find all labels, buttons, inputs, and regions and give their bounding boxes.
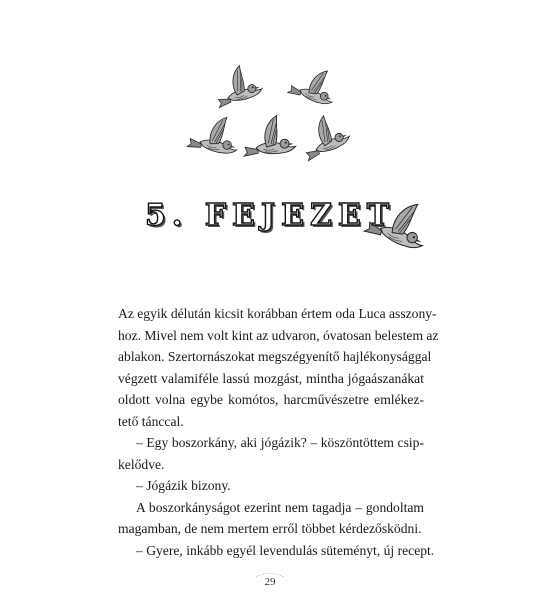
text-line: Az egyik délután kicsit korábban értem oda Luca asszony- <box>118 306 437 321</box>
bird-3-icon <box>187 111 242 155</box>
text-line: ablakon. Szertornászokat megszégyenítő hajlékonysággal <box>118 349 432 364</box>
text-line: tető tánccal. <box>118 413 184 429</box>
bird-5-icon <box>294 109 352 161</box>
bird-1-icon <box>209 61 264 107</box>
text-line: – Egy boszorkány, aki jógázik? – köszöntöttem csip- <box>136 435 424 450</box>
text-line: végzett valamiféle lassú mozgást, mintha jógaászanákat <box>118 370 424 386</box>
chapter-title: 5. FEJEZET <box>144 198 396 233</box>
paragraph-3 <box>118 475 424 497</box>
text-line: – Jógázik bizony. <box>136 478 231 493</box>
bird-2-icon <box>288 61 341 106</box>
paragraph-5 <box>118 540 435 562</box>
text-line: magamban, de nem mertem erről többet kérdezősködni. <box>118 521 422 536</box>
paragraph-4 <box>118 497 424 540</box>
text-line: oldott volna egybe komótos, harcművészetre emlékez- <box>118 392 424 407</box>
text-line: kelődve. <box>118 456 165 472</box>
text-line: – Gyere, inkább egyél levendulás süteményt, új recept. <box>136 542 435 558</box>
text-line: hoz. Mivel nem volt kint az udvaron, óvatosan belestem az <box>118 327 439 343</box>
body-text <box>118 303 439 561</box>
text-line: A boszorkányságot ezerint nem tagadja – gondoltam <box>136 499 424 515</box>
paragraph-1 <box>118 303 439 432</box>
page-number: 29 <box>264 576 276 588</box>
birds-illustration <box>170 60 370 190</box>
bird-4-icon <box>241 114 296 156</box>
paragraph-2 <box>118 432 424 475</box>
